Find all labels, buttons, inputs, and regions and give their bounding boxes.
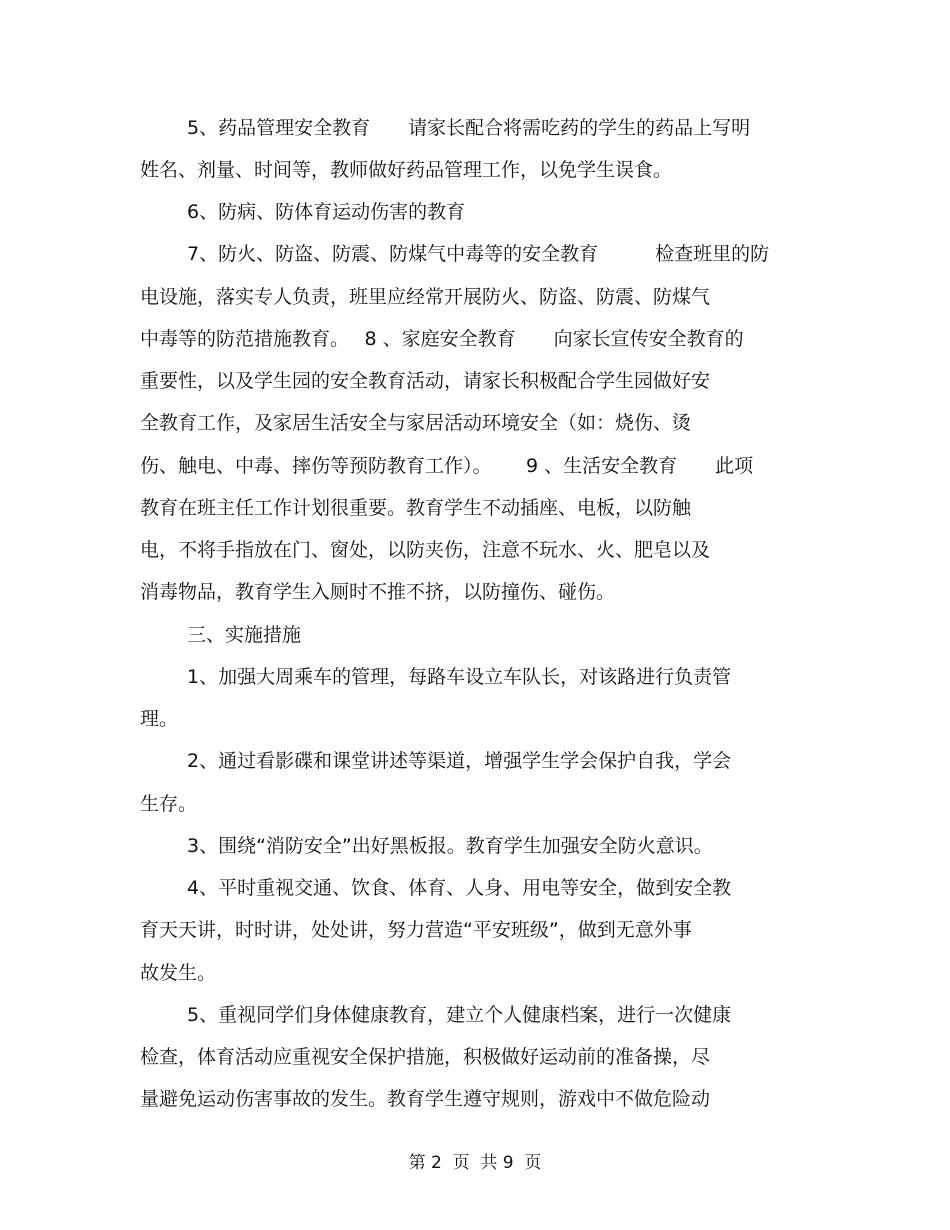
text-line: 5、药品管理安全教育 请家长配合将需吃药的学生的药品上写明 (187, 117, 751, 139)
text-line: 1、加强大周乘车的管理，每路车设立车队长，对该路进行负责管 (187, 666, 732, 688)
section-heading: 三、实施措施 (187, 624, 302, 646)
text-line: 消毒物品，教育学生入厕时不推不挤，以防撞伤、碰伤。 (140, 581, 616, 603)
text-line: 电设施，落实专人负责，班里应经常开展防火、防盗、防震、防煤气 (140, 286, 711, 308)
text-line: 故发生。 (140, 962, 217, 984)
text-line: 姓名、剂量、时间等，教师做好药品管理工作，以免学生误食。 (140, 159, 673, 181)
text-line: 伤、触电、中毒、摔伤等预防教育工作）。 9 、生活安全教育 此项 (140, 455, 754, 477)
text-line: 3、围绕“消防安全”出好黑板报。教育学生加强安全防火意识。 (187, 835, 713, 857)
text-line: 7、防火、防盗、防震、防煤气中毒等的安全教育 检查班里的防 (187, 243, 770, 265)
text-line: 电，不将手指放在门、窗处，以防夹伤，注意不玩水、火、肥皂以及 (140, 539, 711, 561)
text-line: 4、平时重视交通、饮食、体育、人身、用电等安全，做到安全教 (187, 877, 732, 899)
text-line: 重要性，以及学生园的安全教育活动，请家长积极配合学生园做好安 (140, 370, 711, 392)
text-line: 检查，体育活动应重视安全保护措施，积极做好运动前的准备操，尽 (140, 1046, 711, 1068)
text-line: 生存。 (140, 793, 198, 815)
text-line: 中毒等的防范措施教育。 8 、家庭安全教育 向家长宣传安全教育的 (140, 328, 744, 350)
text-line: 量避免运动伤害事故的发生。教育学生遵守规则，游戏中不做危险动 (140, 1088, 711, 1110)
text-line: 5、重视同学们身体健康教育，建立个人健康档案，进行一次健康 (187, 1004, 732, 1026)
page-number-footer: 第 2 页 共 9 页 (408, 1153, 542, 1173)
text-line: 全教育工作，及家居生活安全与家居活动环境安全（如：烧伤、烫 (140, 412, 692, 434)
text-line: 理。 (140, 708, 179, 730)
text-line: 6、防病、防体育运动伤害的教育 (187, 201, 466, 223)
text-line: 育天天讲，时时讲，处处讲，努力营造“平安班级”，做到无意外事 (140, 919, 692, 941)
text-line: 教育在班主任工作计划很重要。教育学生不动插座、电板，以防触 (140, 497, 692, 519)
text-line: 2、通过看影碟和课堂讲述等渠道，增强学生学会保护自我，学会 (187, 750, 732, 772)
